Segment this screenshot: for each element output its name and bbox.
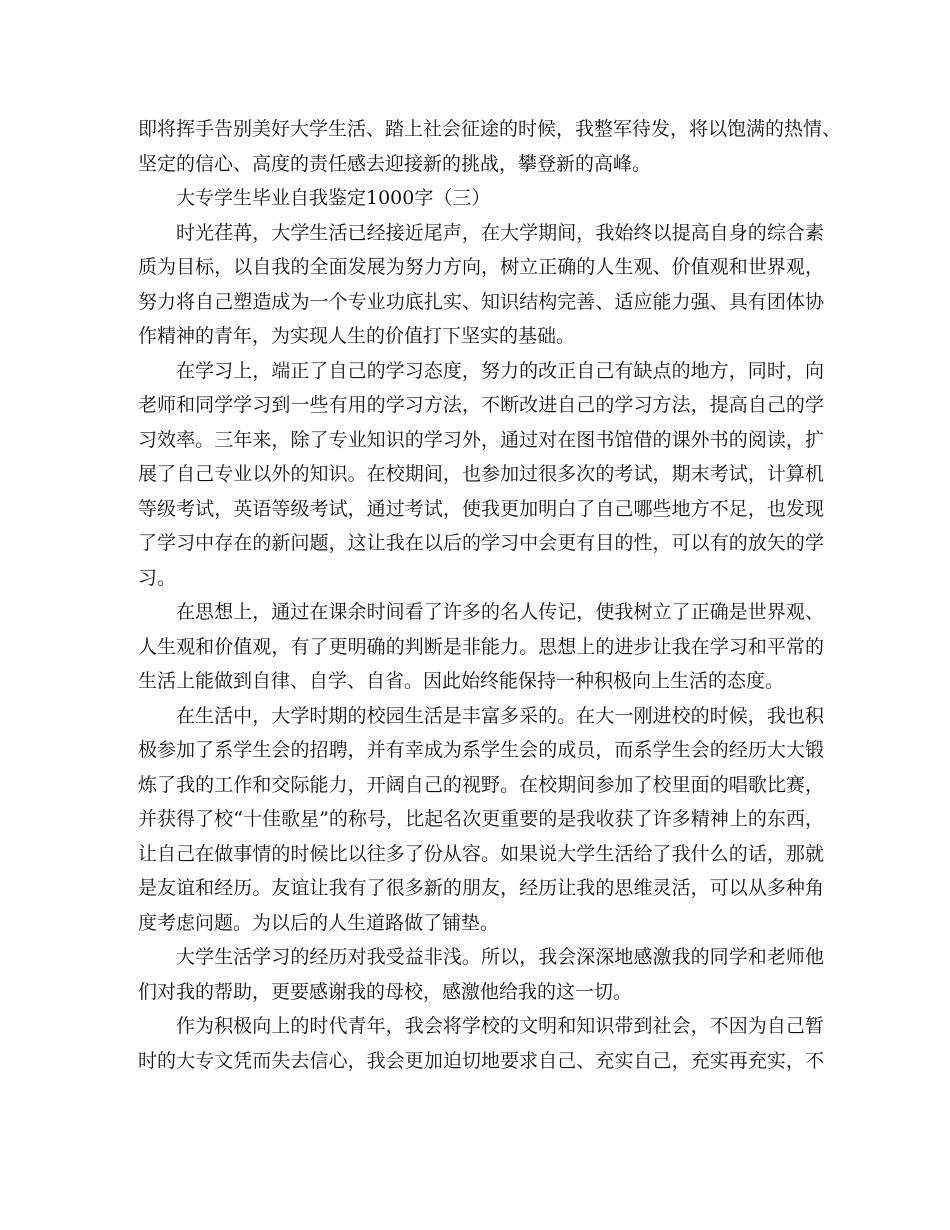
text-line: 习效率。三年来，除了专业知识的学习外，通过对在图书馆借的课外书的阅读，扩: [138, 428, 824, 451]
text-line: 并获得了校“十佳歌星”的称号，比起名次更重要的是我收获了许多精神上的东西，: [138, 808, 824, 830]
text-line: 即将挥手告别美好大学生活、踏上社会征途的时候，我整军待发，将以饱满的热情、: [138, 118, 842, 140]
text-line: 大专学生毕业自我鉴定1000字（三）: [176, 187, 491, 209]
text-line: 炼了我的工作和交际能力，开阔自己的视野。在校期间参加了校里面的唱歌比赛，: [138, 773, 824, 796]
text-line: 老师和同学学习到一些有用的学习方法，不断改进自己的学习方法，提高自己的学: [138, 394, 824, 416]
text-line: 生活上能做到自律、自学、自省。因此始终能保持一种积极向上生活的态度。: [138, 670, 785, 692]
document-body: [138, 112, 842, 1078]
text-line: 度考虑问题。为以后的人生道路做了铺垫。: [138, 911, 500, 934]
text-line: 时光荏苒，大学生活已经接近尾声，在大学期间，我始终以提高自身的综合素: [176, 221, 824, 244]
text-line: 坚定的信心、高度的责任感去迎接新的挑战，攀登新的高峰。: [138, 152, 652, 175]
text-line: 是友谊和经历。友谊让我有了很多新的朋友，经历让我的思维灵活，可以从多种角: [138, 877, 824, 899]
text-line: 等级考试，英语等级考试，通过考试，使我更加明白了自己哪些地方不足，也发现: [138, 497, 824, 520]
text-line: 在生活中，大学时期的校园生活是丰富多采的。在大一刚进校的时候，我也积: [176, 704, 824, 727]
text-line: 作为积极向上的时代青年，我会将学校的文明和知识带到社会，不因为自己暂: [176, 1015, 824, 1037]
text-line: 在学习上，端正了自己的学习态度，努力的改正自己有缺点的地方，同时，向: [176, 359, 824, 382]
text-line: 让自己在做事情的时候比以往多了份从容。如果说大学生活给了我什么的话，那就: [138, 842, 824, 865]
text-line: 们对我的帮助，更要感谢我的母校，感激他给我的这一切。: [138, 980, 633, 1003]
text-line: 在思想上，通过在课余时间看了许多的名人传记，使我树立了正确是世界观、: [176, 601, 824, 623]
text-line: 大学生活学习的经历对我受益非浅。所以，我会深深地感激我的同学和老师他: [176, 946, 824, 968]
text-line: 人生观和价值观，有了更明确的判断是非能力。思想上的进步让我在学习和平常的: [138, 635, 824, 658]
text-line: 作精神的青年，为实现人生的价值打下坚实的基础。: [138, 325, 576, 347]
text-line: 展了自己专业以外的知识。在校期间，也参加过很多次的考试，期末考试，计算机: [138, 463, 824, 485]
text-line: 质为目标，以自我的全面发展为努力方向，树立正确的人生观、价值观和世界观，: [138, 256, 824, 278]
text-line: 极参加了系学生会的招聘，并有幸成为系学生会的成员，而系学生会的经历大大锻: [138, 739, 824, 761]
text-line: 了学习中存在的新问题，这让我在以后的学习中会更有目的性，可以有的放矢的学: [138, 532, 824, 554]
text-line: 时的大专文凭而失去信心，我会更加迫切地要求自己、充实自己，充实再充实，不: [138, 1049, 824, 1072]
text-line: 努力将自己塑造成为一个专业功底扎实、知识结构完善、适应能力强、具有团体协: [138, 290, 824, 313]
text-line: 习。: [138, 566, 177, 589]
